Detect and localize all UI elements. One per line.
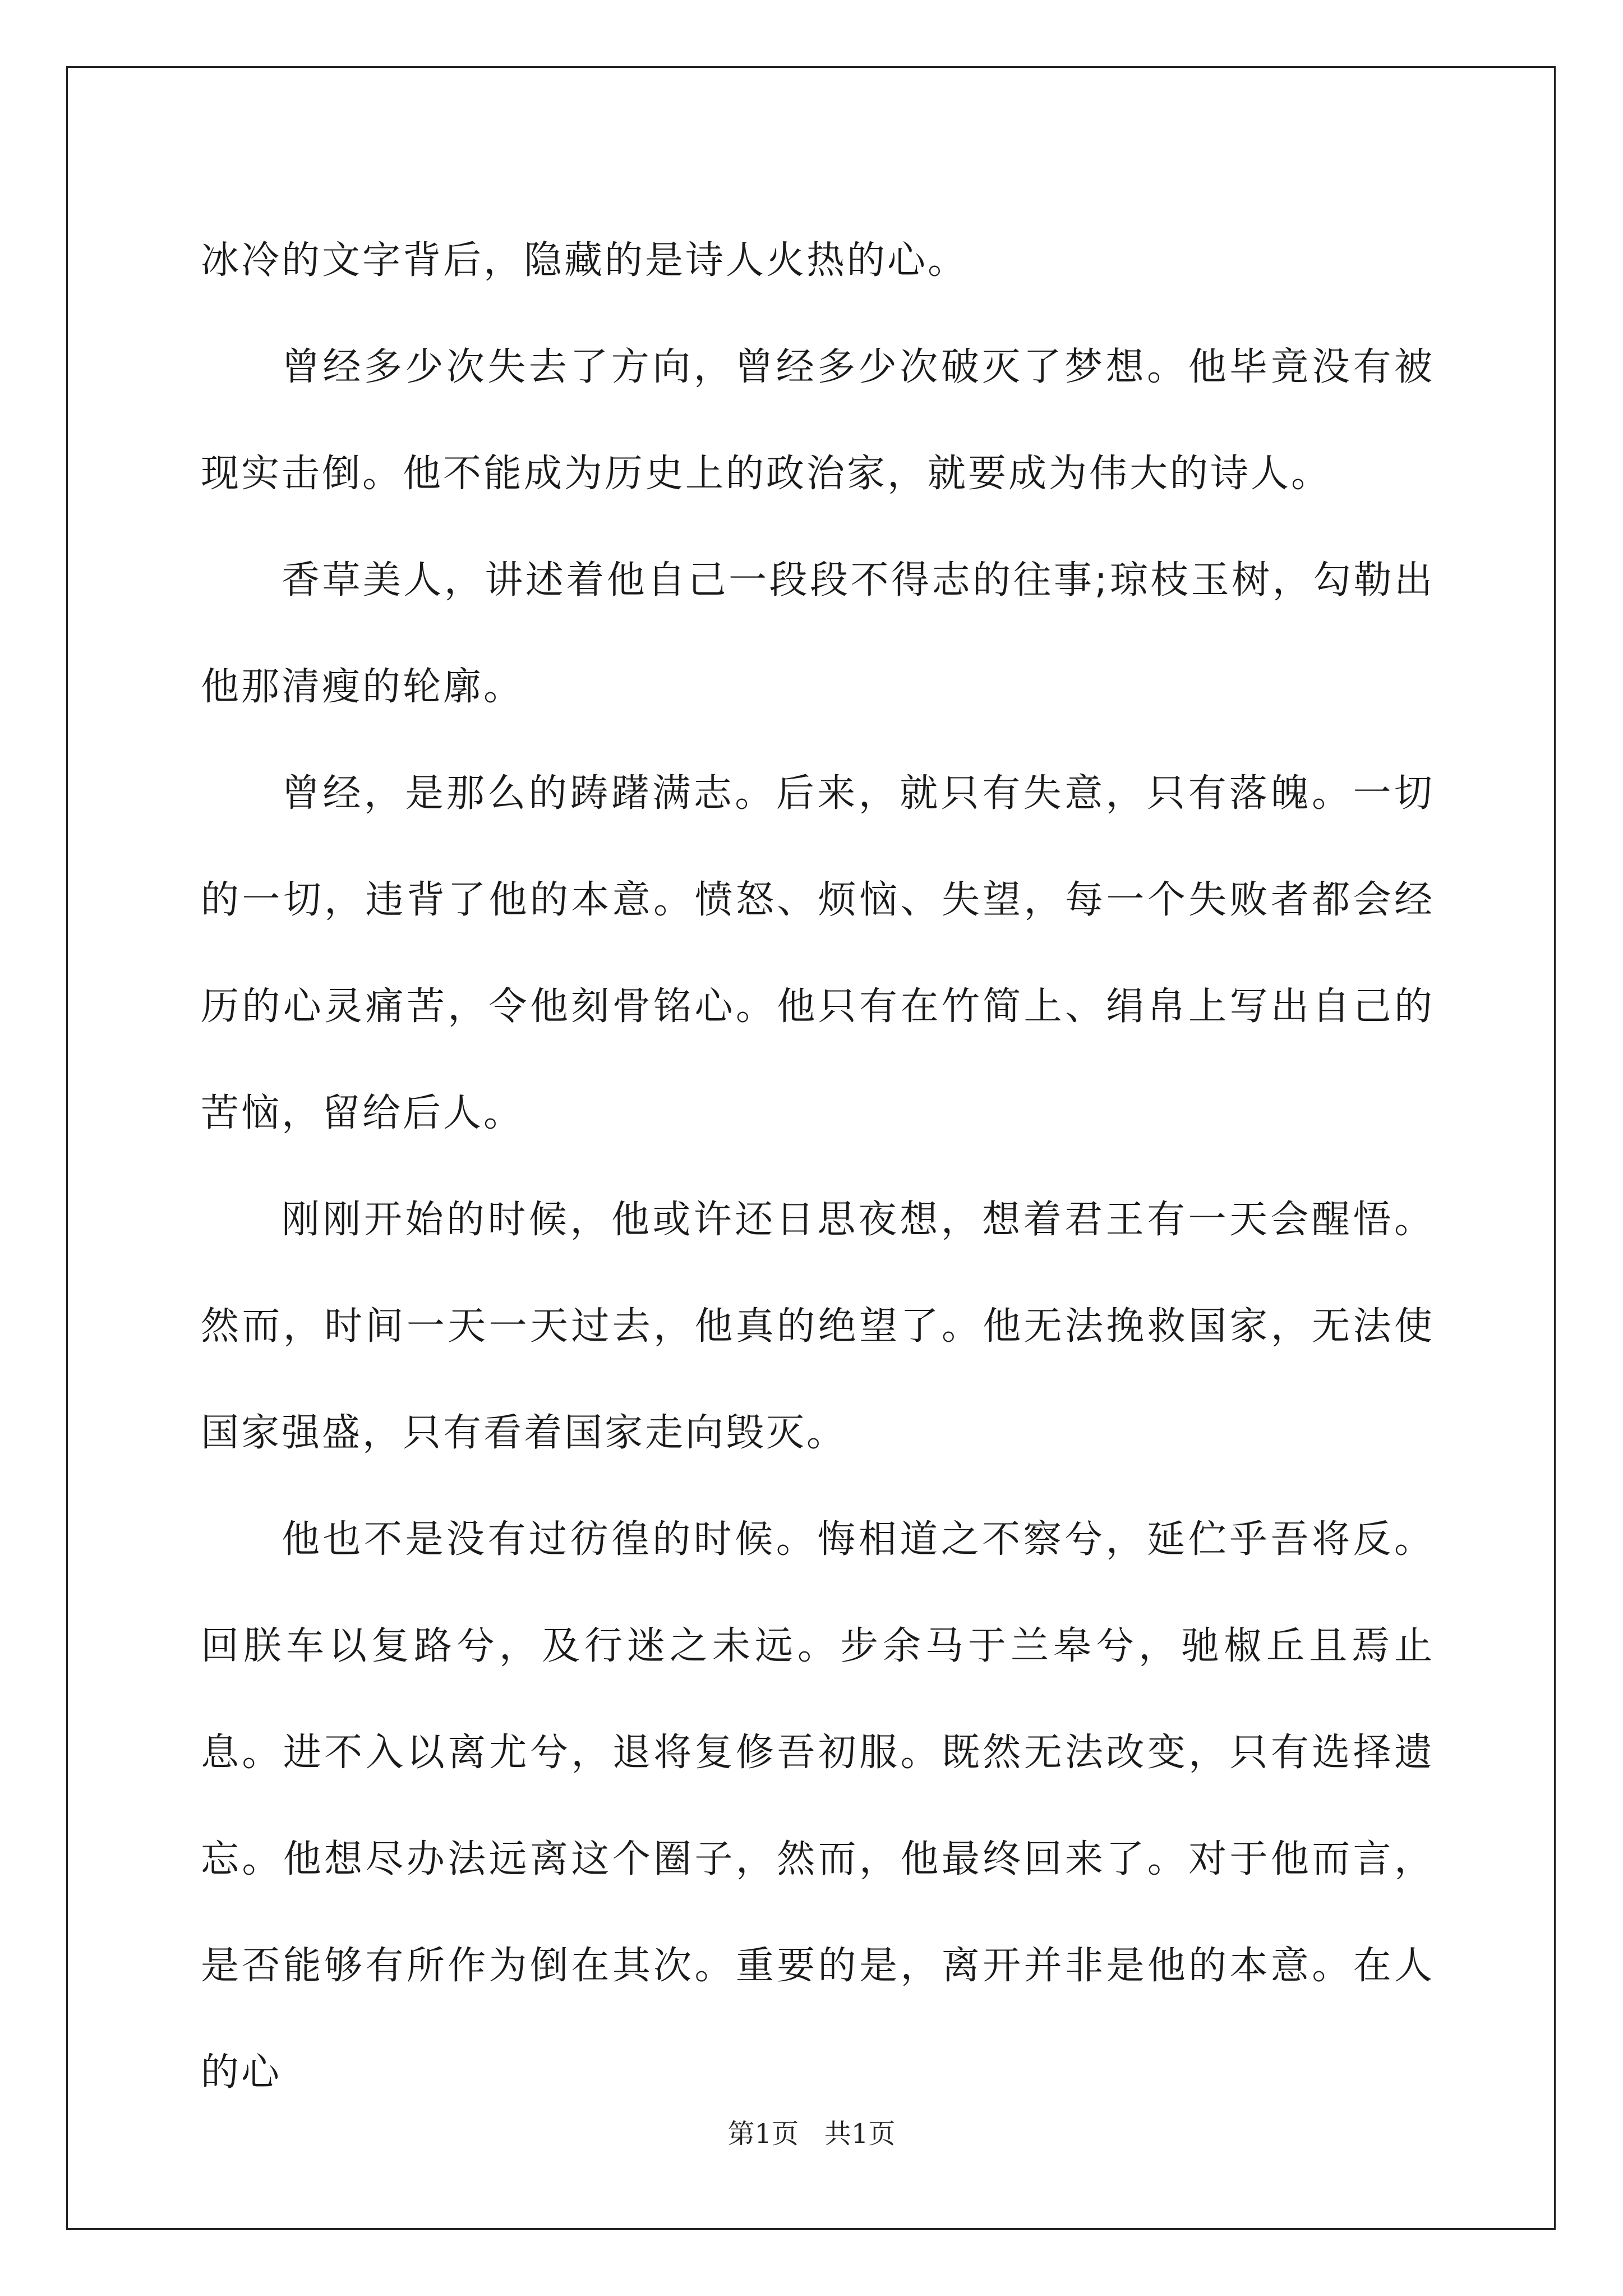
paragraph: 刚刚开始的时候，他或许还日思夜想，想着君王有一天会醒悟。然而，时间一天一天过去，他真的绝望了。他无法挽救国家，无法使国家强盛，只有看着国家走向毁灭。 xyxy=(201,1198,1435,1455)
document-body xyxy=(201,208,1435,2126)
page-footer: 第1页 共1页 xyxy=(727,2118,896,2150)
paragraph: 他也不是没有过彷徨的时候。悔相道之不察兮，延伫乎吾将反。回朕车以复路兮，及行迷之未远。步余马于兰皋兮，驰椒丘且焉止息。进不入以离尤兮，退将复修吾初服。既然无法改变，只有选择遗忘。他想尽办法远离这个圈子，然而，他最终回来了。对于他而言，是否能够有所作为倒在其次。重要的是，离开并非是他的本意。在人的心 xyxy=(201,1517,1435,2095)
paragraph: 曾经，是那么的踌躇满志。后来，就只有失意，只有落魄。一切的一切，违背了他的本意。愤怒、烦恼、失望，每一个失败者都会经历的心灵痛苦，令他刻骨铭心。他只有在竹简上、绢帛上写出自己的苦恼，留给后人。 xyxy=(201,771,1435,1135)
paragraph: 冰冷的文字背后，隐藏的是诗人火热的心。 xyxy=(201,238,969,283)
paragraph: 曾经多少次失去了方向，曾经多少次破灭了梦想。他毕竟没有被现实击倒。他不能成为历史上的政治家，就要成为伟大的诗人。 xyxy=(201,345,1435,496)
paragraph: 香草美人，讲述着他自己一段段不得志的往事;琼枝玉树，勾勒出他那清瘦的轮廓。 xyxy=(201,558,1435,709)
